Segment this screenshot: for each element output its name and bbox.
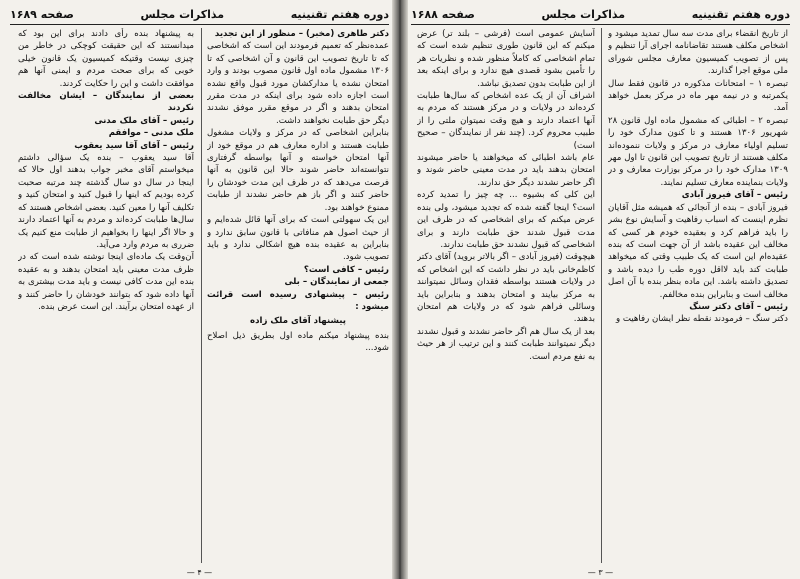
right-page — [401, 0, 800, 579]
right-page-column-right — [608, 28, 788, 569]
speaker-line: رئیس – پیشنهادی رسیده است قرائت میشود : — [207, 289, 389, 312]
paragraph: تبصره ۱ – امتحانات مذکوره در قانون فقط سال یکمرتبه و در نیمه مهر ماه در مرکز بعمل خواهد آمد. — [608, 78, 788, 114]
speaker-line: رئیس – آقای دکتر سنگ — [689, 301, 788, 312]
paragraph: دکتر سنگ – فرمودند نقطه نظر ایشان رفاهیت و — [615, 314, 788, 325]
paragraph: این کلی که بشیوه ... چه چیز را تمدید کرده است؟ اینجا گفته شده که تجدید میشود، ولی بنده عرض میکنم که برای اشخاصی که در ظرف این مدت قبول شدند حق طبابت دارند و برای اشخاصی که قبول نشدند حق طبابت ندارند. — [417, 190, 595, 250]
paragraph: اشراف آن از یک عده اشخاص که سال‌ها طبابت کرده‌اند در ولایات و در مرکز هستند که مردم به آنها اعتماد دارند و هیچ وقت نمیتوان ملتی را از طبیب محروم کرد. (چند نفر از نمایندگان – صحیح است) — [417, 91, 595, 151]
paragraph: آقا سید یعقوب – بنده یک سؤالی داشتم میخواستم آقای مخبر جواب بدهند اول حالا که اینجا در سال دو سال گذشته چند مرتبه صحبت کرده بودیم که اینها را قبول کنید و امتحان کنید و تکلیف آنها را معین کنید. بعضی اشخاص هستند که سال‌ها طبابت کرده‌اند و مردم به آنها اعتماد دارند و حالا اگر اینها را بخواهیم از طبابت منع کنیم یک ضرری به مردم وارد می‌آید. — [18, 153, 194, 250]
book-gutter — [392, 0, 408, 579]
paragraph: آسایش عمومی است (فرشی – بلند تر) عرض میکنم که این قانون طوری تنظیم شده است که تمام اشخاصی که کاملاً منظور شده و نظریات هر را تأمین بشود قصدی هیچ ندارد و برای اینکه بعد از این طبابت بدون تصدیق نباشد. — [417, 29, 595, 89]
paragraph: فیروز آبادی – بنده از آنجائی که همیشه مثل آقایان نظرم اینست که اسباب رفاهیت و آسایش نوع بشر را باید فراهم کرد و بعقیده خودم هر کسی که مخالف این عقیده باشد از آن جهت است که بنده عقیده‌ام این است که یک طبیب وقتی که میخواهد طبابت کند باید لااقل دوره طب را دیده باشد و تصدیق داشته باشد. این ماده بنظر بنده با آن اصل مخالف است و بنابراین بنده مخالفم. — [608, 202, 788, 300]
paragraph: هیچوقت (فیروز آبادی – اگر بالاتر بروید) آقای دکتر کاظم‌خانی باید در نظر داشت که این اشخاص که در ولایات هستند بواسطه فقدان وسائل نمیتوانند به مرکز بیایند و امتحان بدهند و بنابراین باید وسائلی فراهم شود که در ولایات هم امتحان بدهند. — [417, 252, 595, 325]
right-page-footer: — ۳ — — [587, 568, 614, 577]
left-page — [0, 0, 399, 579]
paragraph: آن‌وقت یک ماده‌ای اینجا نوشته شده است که در ظرف مدت معینی باید امتحان بدهند و به عقیده بنده این مدت کافی نیست و باید مدت بیشتری به آنها داده شود که بتوانند خودشان را حاضر کنند و از عهده امتحان برآیند. این است عرض بنده. — [18, 252, 194, 312]
paragraph: از تاریخ انقضاء برای مدت سه سال تمدید میشود و اشخاص مکلف هستند تقاضانامه اجرای آرا تنظیم و پس از تصویب کمیسیون معارف مجلس شورای ملی موقع اجرا گذارند. — [608, 29, 788, 77]
left-column-divider — [201, 28, 202, 563]
right-column-divider — [601, 28, 602, 563]
speaker-line: ملک مدنی – موافقم — [108, 128, 194, 139]
right-page-title: مذاکرات مجلس — [541, 7, 626, 21]
speaker-line: جمعی از نمایندگان – بلی — [284, 277, 389, 288]
right-page-column-left — [417, 28, 595, 569]
section-heading: پیشنهاد آقای ملک زاده — [250, 316, 346, 327]
right-header-rule — [411, 24, 790, 25]
paragraph: عمده‌نظر که تعمیم فرمودند این است که اشخاصی که تا تاریخ تصویب این قانون و آن اشخاصی که تا ۱۳۰۶ مشمول ماده اول قانون مصوب بودند و وارد امتحان نشده یا مدارکشان مورد قبول واقع نشده است اجازه داده شود برای اینکه در مدت مقرر امتحان بدهند و اگر در موقع مقرر موفق نشدند دیگر حق طبابت نخواهند داشت. — [207, 41, 389, 126]
left-page-title: مذاکرات مجلس — [140, 7, 225, 21]
paragraph: عام باشد اطبائی که میخواهند یا حاضر میشوند امتحان بدهند باید در مدت معینی حاضر شوند و اگر حاضر نشدند دیگر حق ندارند. — [417, 153, 595, 188]
paragraph: به پیشنهاد بنده رأی دادند برای این بود که میدانستند که این حقیقت کوچکی در خاطر من چیزی نیست وقتیکه کمیسیون یک قانون خیلی خوبی که برای صحت مردم و ایمنی آنها هم موافقت داشت و این را حکایت کردند. — [18, 29, 194, 89]
paragraph: بعد از یک سال هم اگر حاضر نشدند و قبول نشدند دیگر نمیتوانند طبابت کنند و این ترتیب از هر حیث به نفع مردم است. — [417, 326, 595, 362]
left-header-rule — [10, 24, 389, 25]
left-page-column-right — [207, 28, 389, 569]
left-page-number: صفحه ۱۶۸۹ — [10, 7, 74, 21]
speaker-line: رئیس – آقای آقا سید یعقوب — [74, 140, 194, 151]
speaker-line: بعضی از نمایندگان – ایشان مخالفت نکردند — [18, 91, 194, 114]
left-page-header — [10, 6, 389, 22]
right-page-header — [411, 6, 790, 22]
paragraph: تبصره ۲ – اطبائی که مشمول ماده اول قانون ۲۸ شهریور ۱۳۰۶ هستند و تا کنون مدارک خود را تسلیم اولیاء معارف در مرکز و ولایات ننموده‌اند مکلف هستند از تاریخ تصویب این قانون تا اول مهر ۱۳۰۹ مدارک خود را در مرکز بوزارت معارف و در ولایات بنماینده معارف تسلیم نمایند. — [608, 115, 788, 188]
speaker-line: رئیس – کافی است؟ — [303, 264, 389, 275]
paragraph: بنابراین اشخاصی که در مرکز و ولایات مشغول طبابت هستند و اداره معارف هم در موقع خود از آنها امتحان خواسته و آنها بواسطه گرفتاری نتوانسته‌اند حاضر شوند حالا این قانون به آنها فرصت می‌دهد که در ظرف این مدت خودشان را حاضر کنند و اگر باز هم حاضر نشدند از طبابت ممنوع خواهند بود. — [207, 128, 389, 213]
speaker-line: رئیس – آقای فیروز آبادی — [681, 190, 788, 201]
left-page-footer: — ۴ — — [186, 568, 213, 577]
right-page-session: دوره هفتم تقنینیه — [691, 7, 790, 21]
speaker-line: رئیس – آقای ملک مدنی — [94, 115, 194, 126]
left-page-session: دوره هفتم تقنینیه — [290, 7, 389, 21]
paragraph: بنده پیشنهاد میکنم ماده اول بطریق ذیل اصلاح شود... — [207, 330, 389, 354]
right-page-number: صفحه ۱۶۸۸ — [411, 7, 475, 21]
speaker-line: دکتر طاهری (مخبر) – منظور از این تجدید — [214, 29, 389, 39]
paragraph: این یک سهولتی است که برای آنها قائل شده‌ایم و از حیث اصول هم منافاتی با قانون سابق ندارد و بنابراین به عقیده بنده هیچ اشکالی ندارد و باید تصویب شود. — [207, 215, 389, 263]
left-page-column-left — [18, 28, 194, 569]
